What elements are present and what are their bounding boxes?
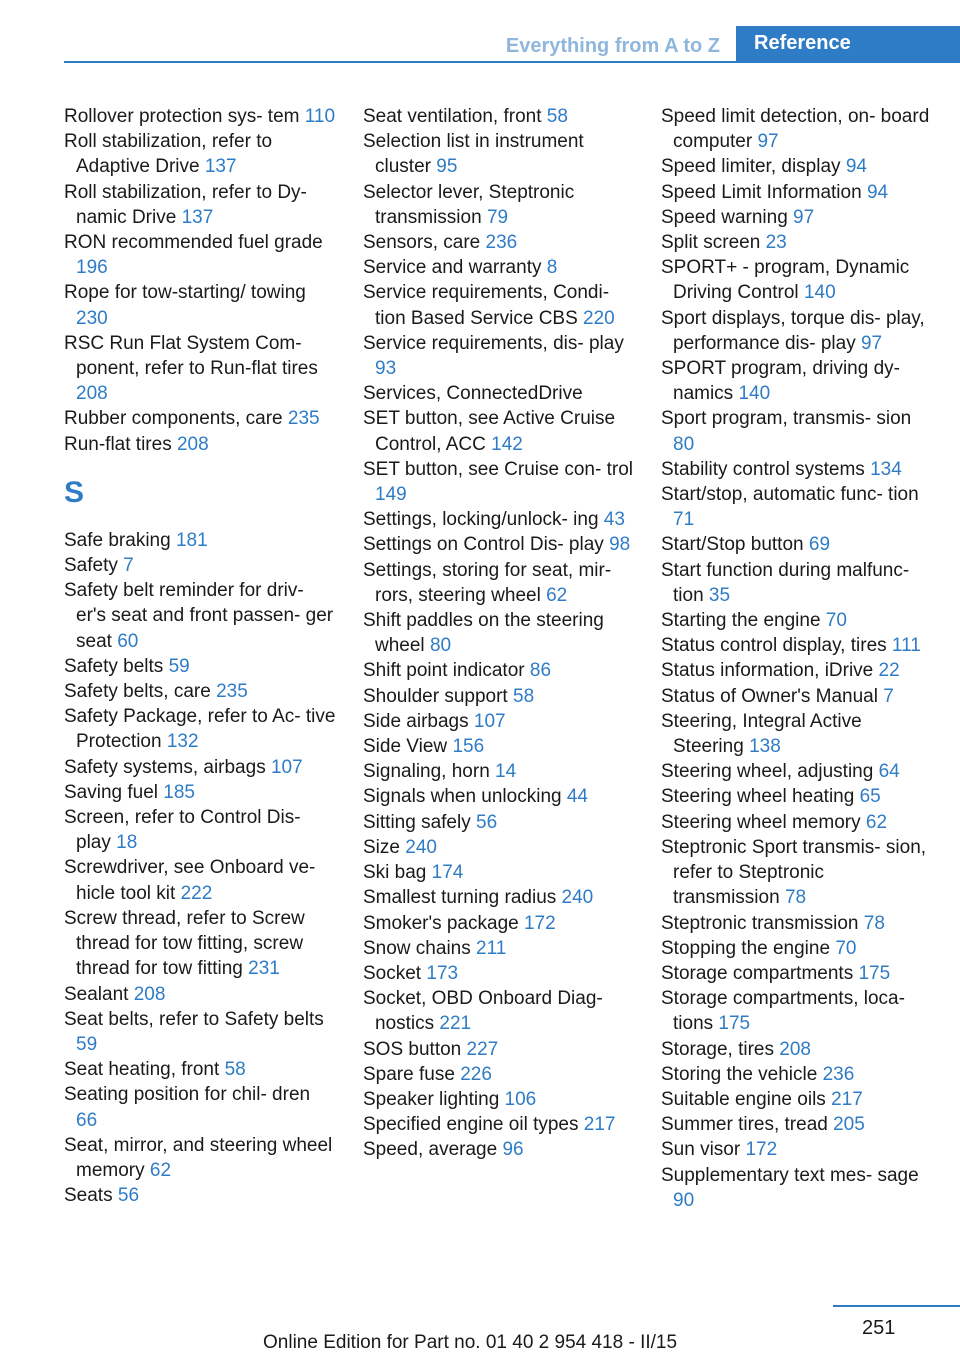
index-entry-text: Stability control systems: [661, 458, 865, 480]
index-entry: [363, 684, 635, 709]
page-reference-link[interactable]: 205: [833, 1114, 865, 1136]
index-entry: [661, 835, 935, 911]
index-entry: [64, 906, 336, 982]
index-entry-text: Smallest turning radius: [363, 887, 557, 909]
page-reference-link[interactable]: 236: [822, 1063, 855, 1085]
page-reference-link[interactable]: 137: [204, 156, 237, 178]
index-entry: [64, 704, 336, 754]
index-entry: [661, 205, 935, 230]
index-entry-text: Size: [363, 836, 400, 858]
index-entry: [661, 633, 935, 658]
index-entry-text: Speed limiter, display: [661, 156, 841, 178]
page-reference-link[interactable]: 217: [831, 1088, 863, 1110]
page-reference-link[interactable]: 110: [304, 106, 336, 127]
index-entry-text: Steering wheel memory: [661, 811, 861, 833]
index-entry: [64, 104, 336, 129]
page-reference-link[interactable]: 149: [375, 484, 407, 506]
page-reference-link[interactable]: 78: [863, 912, 885, 934]
page-reference-link[interactable]: 78: [784, 887, 807, 909]
page-reference-link[interactable]: 97: [757, 131, 779, 153]
page-reference-link[interactable]: 66: [76, 1109, 98, 1131]
index-entry-text: Summer tires, tread: [661, 1114, 828, 1136]
index-entry: [64, 1082, 336, 1132]
index-entry-text: Specified engine oil types: [363, 1114, 579, 1136]
index-entry: [661, 1163, 935, 1213]
page-reference-link[interactable]: 235: [287, 408, 320, 430]
page-reference-link[interactable]: 7: [123, 555, 134, 577]
page-reference-link[interactable]: 111: [891, 635, 921, 657]
index-entry: [363, 1112, 635, 1137]
index-entry-text: Safety belts: [64, 655, 164, 677]
page-reference-link[interactable]: 56: [117, 1185, 140, 1207]
index-entry-text: Sealant: [64, 983, 129, 1005]
page-reference-link[interactable]: 60: [117, 630, 139, 652]
page-reference-link[interactable]: 86: [529, 660, 552, 682]
index-entry-text: Signals when unlocking: [363, 786, 562, 808]
index-entry: [363, 835, 635, 860]
index-entry: [661, 1137, 935, 1162]
index-entry: [661, 986, 935, 1036]
page-reference-link[interactable]: 22: [878, 660, 900, 682]
index-entry-text: Smoker's package: [363, 912, 519, 934]
page-reference-link[interactable]: 172: [523, 912, 556, 934]
index-entry: [363, 936, 635, 961]
index-entry-text: Seat, mirror, and steering wheel memory: [64, 1134, 333, 1181]
index-entry: [64, 855, 336, 905]
index-entry: [363, 911, 635, 936]
index-entry: [661, 1062, 935, 1087]
index-entry: [661, 230, 935, 255]
index-entry: [363, 608, 635, 658]
index-entry-text: Storage, tires: [661, 1038, 774, 1060]
index-entry: [661, 759, 935, 784]
index-entry: [64, 180, 336, 230]
index-entry: [64, 528, 336, 553]
index-entry-text: Seating position for chil‐ dren: [64, 1084, 311, 1106]
index-entry-text: Safety belt reminder for driv‐ er's seat and front passen‐ ger seat: [64, 580, 334, 652]
index-entry: [661, 1112, 935, 1137]
index-entry-text: Supplementary text mes‐ sage: [661, 1164, 919, 1186]
index-entry-text: Sensors, care: [363, 232, 481, 254]
index-entry: [661, 961, 935, 986]
index-entry: [363, 381, 635, 406]
index-entry-text: Side View: [363, 736, 448, 758]
page-reference-link[interactable]: 96: [502, 1139, 524, 1161]
index-entry: [64, 755, 336, 780]
index-column-3: [661, 104, 935, 1213]
page-reference-link[interactable]: 94: [866, 181, 889, 203]
index-entry-text: Rubber components, care: [64, 408, 283, 430]
page-reference-link[interactable]: 208: [779, 1038, 811, 1060]
index-entry-text: Saving fuel: [64, 781, 159, 803]
index-entry-text: Stopping the engine: [661, 937, 831, 959]
page-reference-link[interactable]: 65: [859, 786, 881, 808]
page-reference-link[interactable]: 140: [738, 383, 771, 405]
index-entry: [64, 1133, 336, 1183]
page-reference-link[interactable]: 93: [375, 358, 397, 380]
section-tab: Reference: [736, 26, 960, 63]
index-entry-text: Services, ConnectedDrive: [363, 383, 583, 405]
index-entry: [661, 608, 935, 633]
index-entry-text: Socket: [363, 962, 422, 984]
index-entry: [661, 180, 935, 205]
page-reference-link[interactable]: 80: [673, 433, 695, 455]
index-entry: [661, 911, 935, 936]
index-entry-text: Side airbags: [363, 710, 469, 732]
page-reference-link[interactable]: 175: [718, 1013, 751, 1035]
index-entry-text: Seats: [64, 1185, 113, 1207]
index-entry-text: Split screen: [661, 232, 761, 254]
index-entry: [363, 104, 635, 129]
page-header: [64, 26, 960, 62]
index-entry-text: Starting the engine: [661, 610, 821, 632]
index-entry: [64, 230, 336, 280]
page-reference-link[interactable]: 106: [504, 1088, 537, 1110]
index-entry: [363, 255, 635, 280]
index-entry-text: Safety Package, refer to Ac‐ tive Protection: [64, 706, 336, 753]
page-reference-link[interactable]: 240: [405, 836, 437, 858]
index-entry: [363, 784, 635, 809]
index-entry: [661, 709, 935, 759]
index-entry-text: RSC Run Flat System Com‐ ponent, refer to Run-flat tires: [64, 332, 318, 380]
page-reference-link[interactable]: 185: [163, 781, 195, 803]
index-entry: [64, 654, 336, 679]
page-reference-link[interactable]: 208: [133, 983, 166, 1005]
index-entry: [661, 104, 935, 154]
index-entry-text: Shoulder support: [363, 685, 508, 707]
page-reference-link[interactable]: 173: [426, 962, 459, 984]
index-entry-text: Screw thread, refer to Screw thread for tow fitting, screw thread for tow fitting: [64, 907, 305, 980]
index-entry-text: Start/Stop button: [661, 534, 804, 556]
index-entry: [661, 482, 935, 532]
page-reference-link[interactable]: 240: [561, 887, 594, 909]
index-entry-text: Sun visor: [661, 1139, 741, 1161]
page-reference-link[interactable]: 80: [429, 635, 452, 657]
page-reference-link[interactable]: 181: [175, 529, 208, 551]
index-column-2: [363, 104, 635, 1163]
page-reference-link[interactable]: 64: [878, 761, 900, 783]
page-reference-link[interactable]: 62: [149, 1159, 172, 1181]
index-entry: [64, 432, 336, 457]
index-entry-text: Sitting safely: [363, 811, 471, 833]
index-entry-text: SPORT+ - program, Dynamic Driving Control: [661, 257, 910, 304]
index-entry: [64, 331, 336, 407]
index-entry-text: Service requirements, Condi‐ tion Based Service CBS: [363, 282, 610, 329]
index-entry: [64, 129, 336, 179]
index-entry-text: Settings on Control Dis‐ play: [363, 534, 604, 556]
index-entry-text: Shift point indicator: [363, 660, 525, 682]
page-reference-link[interactable]: 227: [466, 1038, 499, 1060]
page-reference-link[interactable]: 220: [583, 307, 615, 329]
page-reference-link[interactable]: 175: [858, 962, 891, 984]
index-entry-text: Screen, refer to Control Dis‐ play: [64, 807, 301, 854]
index-column-1: [64, 104, 336, 1208]
index-entry: [661, 457, 935, 482]
index-entry-text: Rollover protection sys‐ tem: [64, 106, 300, 127]
index-entry-text: Screwdriver, see Onboard ve‐ hicle tool kit: [64, 857, 316, 904]
page-reference-link[interactable]: 7: [883, 685, 894, 707]
page-reference-link[interactable]: 58: [513, 685, 535, 707]
index-entry-text: SET button, see Cruise con‐ trol: [363, 458, 633, 480]
index-entry: [363, 961, 635, 986]
page-reference-link[interactable]: 107: [473, 710, 506, 732]
index-entry: [64, 780, 336, 805]
index-entry-text: Socket, OBD Onboard Diag‐ nostics: [363, 988, 603, 1035]
index-entry-text: SPORT program, driving dy‐ namics: [661, 358, 900, 405]
index-entry-text: Safety systems, airbags: [64, 756, 266, 778]
index-entry: [363, 507, 635, 532]
index-entry: [64, 982, 336, 1007]
page-reference-link[interactable]: 208: [76, 383, 108, 405]
index-entry-text: Settings, locking/unlock‐ ing: [363, 509, 599, 531]
index-entry: [661, 306, 935, 356]
index-entry-text: Status information, iDrive: [661, 660, 874, 682]
page-reference-link[interactable]: 134: [870, 458, 902, 480]
index-entry: [363, 709, 635, 734]
page-reference-link[interactable]: 14: [495, 761, 517, 783]
index-entry-text: Steering wheel heating: [661, 786, 855, 808]
index-entry-text: Start function during malfunc‐ tion: [661, 559, 910, 606]
page-reference-link[interactable]: 156: [452, 736, 485, 758]
index-entry-text: RON recommended fuel grade: [64, 232, 323, 254]
index-entry: [64, 1007, 336, 1057]
index-entry: [661, 558, 935, 608]
footer-divider: [833, 1305, 960, 1307]
page-reference-link[interactable]: 174: [431, 862, 464, 884]
index-entry-text: Service requirements, dis‐ play: [363, 332, 624, 354]
page-reference-link[interactable]: 8: [546, 257, 558, 279]
page-reference-link[interactable]: 140: [803, 282, 836, 304]
page-reference-link[interactable]: 69: [808, 534, 831, 556]
index-entry-text: Roll stabilization, refer to Adaptive Drive: [64, 131, 273, 178]
page-reference-link[interactable]: 236: [485, 232, 518, 254]
index-entry-text: Steering, Integral Active Steering: [661, 710, 862, 758]
index-entry: [363, 1062, 635, 1087]
page-reference-link[interactable]: 62: [865, 811, 888, 833]
page-reference-link[interactable]: 97: [860, 332, 883, 354]
page-reference-link[interactable]: 231: [248, 958, 280, 980]
index-entry-text: Sport program, transmis‐ sion: [661, 408, 912, 430]
index-entry-text: Service and warranty: [363, 257, 542, 279]
page-reference-link[interactable]: 23: [765, 232, 787, 254]
index-entry-text: Snow chains: [363, 937, 471, 959]
index-entry: [363, 658, 635, 683]
index-entry-text: Steptronic transmission: [661, 912, 859, 934]
index-entry: [661, 532, 935, 557]
index-entry-text: Rope for tow-starting/ towing: [64, 282, 306, 304]
index-entry-text: Steptronic Sport transmis‐ sion, refer to Steptronic transmission: [661, 836, 927, 909]
index-entry-text: Safety: [64, 555, 118, 577]
page-reference-link[interactable]: 217: [583, 1114, 616, 1136]
index-entry: [661, 810, 935, 835]
letter-heading: S: [64, 475, 85, 509]
index-entry: [64, 1183, 336, 1208]
index-entry: [363, 558, 635, 608]
index-entry-text: Storage compartments: [661, 962, 854, 984]
index-entry-text: Signaling, horn: [363, 761, 490, 783]
index-entry-text: Speed warning: [661, 206, 788, 228]
index-entry: [363, 885, 635, 910]
page-reference-link[interactable]: 62: [546, 584, 568, 606]
page-reference-link[interactable]: 56: [476, 811, 498, 833]
index-entry-text: SET button, see Active Cruise Control, ACC: [363, 408, 616, 455]
index-entry-text: Start/stop, automatic func‐ tion: [661, 484, 919, 506]
index-entry: [661, 658, 935, 683]
index-entry: [363, 129, 635, 179]
index-entry-text: Sport displays, torque dis‐ play, performance dis‐ play: [661, 307, 925, 354]
page-reference-link[interactable]: 59: [76, 1033, 98, 1055]
index-entry: [661, 936, 935, 961]
page-reference-link[interactable]: 222: [180, 882, 213, 904]
index-entry-text: Suitable engine oils: [661, 1088, 826, 1110]
index-entry: [661, 1037, 935, 1062]
index-entry: [64, 406, 336, 431]
index-entry: [363, 860, 635, 885]
index-entry-text: Status of Owner's Manual: [661, 685, 878, 707]
page-reference-link[interactable]: 95: [436, 156, 458, 178]
index-entry: [64, 578, 336, 654]
page-reference-link[interactable]: 58: [224, 1059, 246, 1081]
page-reference-link[interactable]: 59: [168, 655, 190, 677]
index-entry-text: Storing the vehicle: [661, 1063, 818, 1085]
index-entry: [64, 805, 336, 855]
index-entry-text: Spare fuse: [363, 1063, 455, 1085]
index-entry: [363, 810, 635, 835]
index-entry: [363, 532, 635, 557]
index-entry: [661, 154, 935, 179]
index-entry: [363, 457, 635, 507]
page-reference-link[interactable]: 90: [673, 1189, 695, 1211]
index-entry: [363, 759, 635, 784]
header-divider: [64, 61, 960, 63]
index-entry: [64, 553, 336, 578]
index-entry-text: Status control display, tires: [661, 635, 887, 657]
index-entry: [64, 1057, 336, 1082]
page-reference-link[interactable]: 132: [166, 731, 199, 753]
edition-note: Online Edition for Part no. 01 40 2 954 418 - II/15: [263, 1332, 678, 1353]
page-reference-link[interactable]: 138: [749, 736, 781, 758]
index-entry: [363, 734, 635, 759]
index-entry-text: Speed, average: [363, 1139, 498, 1161]
page-reference-link[interactable]: 70: [835, 937, 857, 959]
index-entry: [363, 230, 635, 255]
page-reference-link[interactable]: 43: [603, 509, 625, 531]
page-reference-link[interactable]: 71: [673, 509, 695, 531]
page-reference-link[interactable]: 211: [476, 937, 507, 959]
index-entry: [661, 684, 935, 709]
index-entry: [363, 1037, 635, 1062]
index-entry-text: Seat heating, front: [64, 1059, 220, 1081]
page-reference-link[interactable]: 235: [216, 681, 248, 703]
index-entry-text: Seat ventilation, front: [363, 106, 542, 127]
index-entry-text: Settings, storing for seat, mir‐ rors, steering wheel: [363, 559, 612, 606]
page-reference-link[interactable]: 44: [566, 786, 588, 808]
index-entry-text: Run-flat tires: [64, 433, 172, 455]
page-reference-link[interactable]: 79: [486, 206, 509, 228]
index-entry-text: Seat belts, refer to Safety belts: [64, 1008, 324, 1030]
index-entry-text: SOS button: [363, 1038, 462, 1060]
page-reference-link[interactable]: 98: [609, 534, 631, 556]
page-reference-link[interactable]: 35: [708, 584, 731, 606]
page-reference-link[interactable]: 230: [76, 307, 108, 329]
index-entry-text: Speed limit detection, on‐ board computer: [661, 106, 930, 153]
page-reference-link[interactable]: 208: [176, 433, 209, 455]
page-reference-link[interactable]: 137: [181, 206, 214, 228]
index-entry-text: Safe braking: [64, 529, 171, 551]
index-entry: [363, 406, 635, 456]
index-entry: [661, 356, 935, 406]
index-entry-text: Roll stabilization, refer to Dy‐ namic Drive: [64, 181, 307, 228]
page-reference-link[interactable]: 18: [116, 832, 138, 854]
page-reference-link[interactable]: 196: [76, 257, 108, 279]
index-entry-text: Storage compartments, loca‐ tions: [661, 988, 905, 1035]
index-entry: [661, 255, 935, 305]
index-entry: [363, 986, 635, 1036]
index-entry: [363, 1137, 635, 1162]
index-entry: [363, 1087, 635, 1112]
index-entry-text: Speed Limit Information: [661, 181, 862, 203]
index-entry-text: Steering wheel, adjusting: [661, 761, 874, 783]
page-number: 251: [862, 1317, 896, 1339]
index-entry-text: Safety belts, care: [64, 681, 211, 703]
index-entry-text: Selector lever, Steptronic transmission: [363, 181, 575, 228]
index-entry: [64, 679, 336, 704]
page-reference-link[interactable]: 97: [793, 206, 815, 228]
page-reference-link[interactable]: 94: [845, 156, 867, 178]
index-entry-text: Ski bag: [363, 862, 427, 884]
index-entry-text: Selection list in instrument cluster: [363, 131, 584, 178]
index-entry: [363, 331, 635, 381]
index-entry: [64, 280, 336, 330]
index-entry: [661, 1087, 935, 1112]
page-reference-link[interactable]: 107: [270, 756, 303, 778]
index-entry-text: Shift paddles on the steering wheel: [363, 610, 604, 657]
page-reference-link[interactable]: 70: [825, 610, 847, 632]
page-reference-link[interactable]: 172: [745, 1139, 778, 1161]
index-entry: [661, 784, 935, 809]
page-reference-link[interactable]: 142: [491, 433, 523, 455]
page-reference-link[interactable]: 221: [439, 1013, 472, 1035]
index-entry: [363, 180, 635, 230]
index-entry-text: Speaker lighting: [363, 1088, 500, 1110]
index-entry: [363, 280, 635, 330]
index-entry: [661, 406, 935, 456]
page-reference-link[interactable]: 226: [460, 1063, 492, 1085]
breadcrumb: Everything from A to Z: [505, 35, 720, 57]
page-reference-link[interactable]: 58: [546, 106, 568, 127]
